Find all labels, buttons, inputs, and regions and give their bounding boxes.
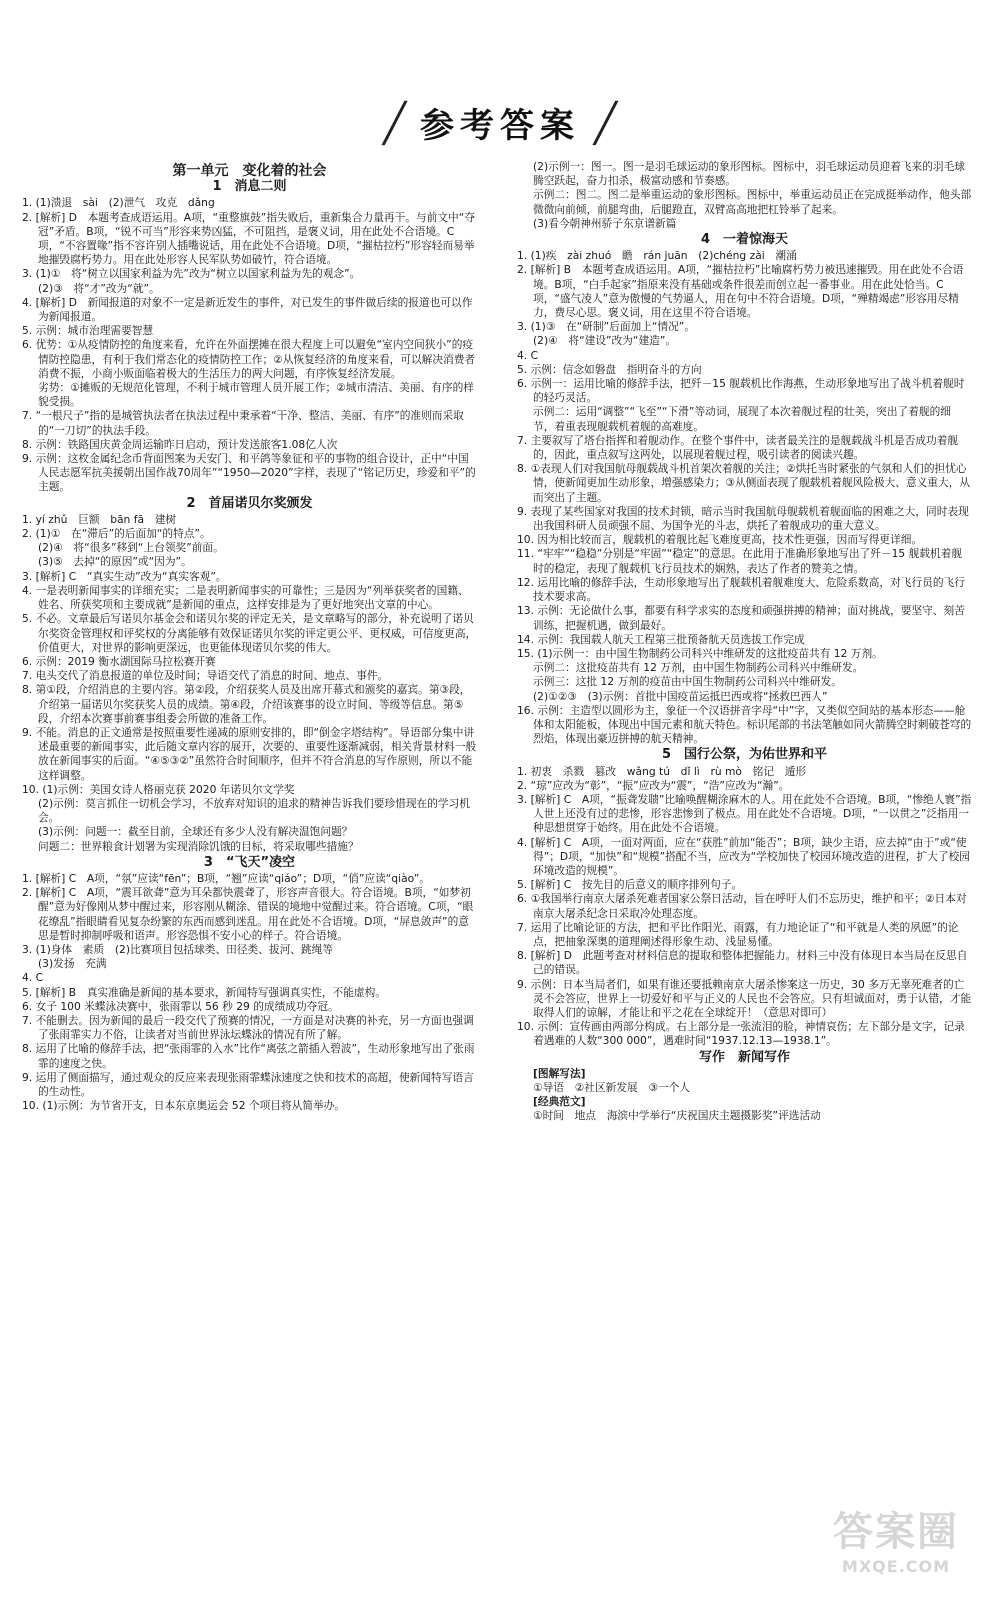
answer-item: 1. (1)溃退 sài (2)泄气 攻克 dǎng xyxy=(22,196,215,210)
answer-item: 8. ①表现人们对我国航母舰载战斗机首架次着舰的关注；②烘托当时紧张的气氛和人们的担忧心情，使新闻更加生动形象，增强感染力；③从侧面表现了舰载机着舰风险极大、意义重大，从而突出了主题。 xyxy=(517,462,971,504)
answer-item: 示例二：这批疫苗共有 12 万剂，由中国生物制药公司科兴中维研发。 xyxy=(533,661,864,675)
watermark-logo xyxy=(806,1500,986,1576)
answer-item: 13. 示例：无论做什么事，都要有科学求实的态度和顽强拼搏的精神；面对挑战，要坚守、刻苦训练，把握机遇，做到最好。 xyxy=(517,604,965,632)
answer-item: 6. 优势：①从疫情防控的角度来看，允许在外面摆摊在很大程度上可以避免“室内空间狭小”的疫情防控隐患，有利于我们常态化的疫情防控工作；②从恢复经济的角度来看，可以解决消费者消费不振，小商小贩面临着极大的生活压力的两大问题，有序恢复经济发展。 xyxy=(22,338,476,380)
answer-item: 10. (1)示例：美国女诗人格丽克获 2020 年诺贝尔文学奖 xyxy=(22,782,295,796)
lesson-1-answers xyxy=(22,196,477,494)
answer-item: 7. 主要叙写了塔台指挥和着舰动作。在整个事件中，读者最关注的是舰载战斗机是否成功着舰的，因此，重点叙写这两处，以展现着舰过程，吸引读者的阅读兴趣。 xyxy=(517,433,959,462)
answer-item: (3)发扬 充满 xyxy=(38,957,107,971)
answer-item: 1. 初衷 杀戮 篡改 wǎng tú dǐ lì rù mò 铭记 遁形 xyxy=(517,764,807,778)
answer-item: 6. ①我国举行南京大屠杀死难者国家公祭日活动，旨在呼吁人们不忘历史，维护和平；②日本对南京大屠杀纪念日采取冷处理态度。 xyxy=(517,892,967,920)
lesson-5-answers xyxy=(517,765,972,1049)
answer-item: 9. 示例：这枚金属纪念币背面图案为天安门、和平鸽等象征和平的事物的组合设计，正中“中国人民志愿军抗美援朝出国作战70周年”“1950—2020”字样，表现了“铭记历史，珍爱和平”的主题。 xyxy=(22,452,476,494)
watermark-url: MXQE.COM xyxy=(841,1557,951,1576)
lesson-3-answers xyxy=(22,872,477,1113)
answer-item: 示例二：运用“调整”“飞至”“下滑”等动词，展现了本次着舰过程的壮美，突出了着舰的细节，着重表现舰载机着舰的高难度。 xyxy=(533,405,951,433)
answer-item: 11. “牢牢”“稳稳”分别是“牢固”“稳定”的意思。在此用于准确形象地写出了歼－15 舰载机着舰时的稳定，表现了舰载机飞行员技术的娴熟，表达了作者的赞美之情。 xyxy=(517,547,963,575)
answer-item: 3. (1)③ 在“研制”后面加上“情况”。 xyxy=(517,320,696,334)
answer-item: 5. 不必。文章最后写诺贝尔基金会和诺贝尔奖的评定无关，是文章略写的部分，补充说明了诺贝尔奖资金管理权和评奖权的分离能够有效保证诺贝尔奖的评定更公平、更权威，可信度更高，价值更大，对世界的影响更深远，也更能体现诺贝尔奖的伟大。 xyxy=(22,612,477,654)
page-header xyxy=(0,100,1000,144)
unit-title: 第一单元 变化着的社会 xyxy=(172,163,327,179)
answer-item: 10. 示例：宣传画由两部分构成。右上部分是一张流泪的脸，神情哀伤；左下部分是文字，记录着遇难的人数“300 000”，遇难时间“1937.12.13—1938.1”。 xyxy=(517,1020,965,1048)
answer-item: 4. [解析] C A项，一面对两面，应在“获胜”前加“能否”；B项，缺少主语，应去掉“由于”或“使得”；D项，“加快”和“规模”搭配不当，应改为“学校加快了校园环境改造的进程，扩大了校园环境改造的规模”。 xyxy=(517,835,970,877)
answer-item: (2)示例：莫言抓住一切机会学习，不放弃对知识的追求的精神告诉我们要珍惜现在的学习机会。 xyxy=(38,796,470,825)
answer-item: (2)④ 将“很多”移到“上台领奖”前面。 xyxy=(38,541,224,555)
answer-item: 3. (1)① 将“树立以国家利益为先”改为“树立以国家利益为先的观念”。 xyxy=(22,267,361,281)
title-slash-right: ╱ xyxy=(594,99,617,145)
answer-item: 3. (1)身体 素质 (2)比赛项目包括球类、田径类、拔河、跳绳等 xyxy=(22,942,334,956)
answer-item: 5. [解析] B 真实准确是新闻的基本要求，新闻特写强调真实性，不能虚构。 xyxy=(22,985,386,999)
answer-item: 5. 示例：城市治理需要智慧 xyxy=(22,324,154,338)
answer-item: 2. “琼”应改为“彰”，“振”应改为“震”，“浩”应改为“瀚”。 xyxy=(517,778,790,792)
lesson-4-answers xyxy=(517,249,972,746)
writing-label-method: [图解写法] xyxy=(533,1066,586,1080)
writing-title: 写作 新闻写作 xyxy=(698,1049,790,1065)
answer-item: 1. (1)疾 zài zhuó 瞻 rán juān (2)chéng zài 潮涌 xyxy=(517,249,797,263)
answer-item: 9. 表现了某些国家对我国的技术封锁，暗示当时我国航母舰载机着舰面临的困难之大，同时表现出我国科研人员顽强不屈、为国争光的斗志，烘托了着舰成功的重大意义。 xyxy=(517,504,969,533)
answer-item: (3)看今朝神州骄子东京谱新篇 xyxy=(533,216,677,230)
answer-item: (2)示例一：图一。图一是羽毛球运动的象形图标。图标中，羽毛球运动员迎着飞来的羽毛球腾空跃起，奋力扣杀，极富动感和节奏感。 xyxy=(533,160,965,188)
answer-item: 7. 运用了比喻论证的方法，把和平比作阳光、雨露，有力地论证了“和平就是人类的夙愿”的论点，把抽象深奥的道理阐述得形象生动、浅显易懂。 xyxy=(517,920,959,948)
answer-item: 8. [解析] D 此题考查对材料信息的提取和整体把握能力。材料三中没有体现日本当局在反思自己的错误。 xyxy=(517,949,968,977)
answer-item: 2. [解析] D 本题考查成语运用。A项，“重整旗鼓”指失败后，重新集合力量再干。与前文中“夺冠”矛盾。B项，“锐不可当”形容来势凶猛，不可阻挡，是褒义词，用在此处不合语境。C项，“不容置喙”指不容许别人插嘴说话，用在此处不合语境。D项，“摧枯拉朽”形容轻而易举地摧毁腐朽势力。用在此处形容人民军队势如破竹，符合语境。 xyxy=(22,210,475,267)
right-column xyxy=(517,160,972,1124)
answer-item: 14. 示例：我国载人航天工程第三批预备航天员选拔工作完成 xyxy=(517,632,805,646)
left-column xyxy=(22,160,477,1113)
writing-sample-line: ①时间 地点 海滨中学举行“庆祝国庆主题摄影奖”评选活动 xyxy=(533,1109,821,1123)
answer-item: (2)①②③ (3)示例：首批中国疫苗运抵巴西或将“拯救巴西人” xyxy=(533,689,828,703)
writing-method-line: ①导语 ②社区新发展 ③一个人 xyxy=(533,1081,690,1094)
answer-item: 10. (1)示例：为节省开支，日本东京奥运会 52 个项目将从简举办。 xyxy=(22,1099,346,1113)
answer-item: 7. 电头交代了消息报道的单位及时间；导语交代了消息的时间、地点、事件。 xyxy=(22,669,389,683)
answer-item: 4. C xyxy=(517,348,539,362)
answer-item: 劣势：①摊贩的无规范化管理，不利于城市管理人员开展工作；②城市清洁、美丽、有序的样貌受损。 xyxy=(38,381,474,409)
lesson-4-title: 4 一着惊海天 xyxy=(700,232,789,248)
answer-item: 8. 示例：铁路国庆黄金周运输昨日启动，预计发送旅客1.08亿人次 xyxy=(22,437,338,451)
answer-item: 2. [解析] B 本题考查成语运用。A项，“摧枯拉朽”比喻腐朽势力被迅速摧毁。用在此处不合语境。B项，“白手起家”指原来没有基础或条件很差而创立起一番事业。用在此处恰当。C项，“盛气凌人”意为傲慢的气势逼人，用在句中不符合语境。D项，“殚精竭虑”形容用尽精力，费尽心思。褒义词，用在这里不符合语境。 xyxy=(517,263,964,320)
answer-item: 2. (1)① 在“滞后”的后面加“的特点”。 xyxy=(22,527,211,541)
title-slash-left: ╱ xyxy=(383,99,406,145)
page-title: 参考答案 xyxy=(420,105,580,146)
answer-item: (3)示例：问题一：截至目前，全球还有多少人没有解决温饱问题？ xyxy=(38,825,353,839)
answer-item: 6. 女子 100 米蝶泳决赛中，张雨霏以 56 秒 29 的成绩成功夺冠。 xyxy=(22,999,339,1013)
answer-item: 9. 示例：日本当局者们，如果有谁还要抵赖南京大屠杀惨案这一历史，30 多万无辜死难者的亡灵不会答应，世界上一切爱好和平与正义的人民也不会答应。只有坦诚面对，勇于认错，才能取得人们的谅解，才能让和平之花在全球绽开！（意思对即可） xyxy=(517,977,972,1019)
answer-item: 5. [解析] C 按先目的后意义的顺序排列句子。 xyxy=(517,878,743,892)
lesson-1-title: 1 消息二则 xyxy=(212,179,287,195)
lesson-2-title: 2 首届诺贝尔奖颁发 xyxy=(186,495,313,511)
answer-item: 2. [解析] C A项，“震耳欲聋”意为耳朵都快震聋了，形容声音很大。符合语境。B项，“如梦初醒”意为好像刚从梦中醒过来，形容刚从糊涂、错误的境地中觉醒过来。符合语境。C项，“眼花缭乱”指眼睛看见复杂纷繁的东西而感到迷乱。用在此处不合语境。D项，“屏息敛声”的意思是暂时抑制呼吸和语声。形容恐惧不安小心的样子。符合语境。 xyxy=(22,886,474,942)
answer-item: 1. yí zhǔ 巨额 bān fā 建树 xyxy=(22,512,177,526)
answer-item: 1. [解析] C A项，“氛”应读“fēn”；B项，“翘”应读“qiáo”；D项，“俏”应读“qiào”。 xyxy=(22,871,430,885)
writing-label-sample: [经典范文] xyxy=(533,1095,586,1109)
answer-item: 8. 第①段，介绍消息的主要内容。第②段，介绍获奖人员及出席开幕式和颁奖的嘉宾。第③段，介绍第一届诺贝尔奖获奖人员的成绩。第④段，介绍该赛事的设立时间、等级等信息。第⑤段，介绍本次赛事前赛事组委会所做的准备工作。 xyxy=(22,683,471,725)
answer-item: 8. 运用了比喻的修辞手法，把“张雨霏的入水”比作“离弦之箭插入碧波”，生动形象地写出了张雨霏的速度之快。 xyxy=(22,1042,475,1070)
answer-item: 4. C xyxy=(22,971,44,985)
answer-item: 问题二：世界粮食计划署为实现消除饥饿的目标，将采取哪些措施？ xyxy=(38,839,359,853)
answer-item: 12. 运用比喻的修辞手法，生动形象地写出了舰载机着舰难度大、危险系数高，对飞行员的飞行技术要求高。 xyxy=(517,575,965,604)
answer-item: (2)③ 将“才”改为“就”。 xyxy=(38,281,160,295)
lesson-5-title: 5 国行公祭，为佑世界和平 xyxy=(661,747,828,763)
lesson-2-answers xyxy=(22,513,477,854)
answer-item: 示例三：这批 12 万剂的疫苗由中国生物制药公司科兴中维研发。 xyxy=(533,675,842,689)
lesson-3-answers-continued xyxy=(517,160,972,231)
answer-item: 3. [解析] C “真实生动”改为“真实客观”。 xyxy=(22,569,227,583)
watermark-text: 答案圈 xyxy=(833,1509,959,1555)
answer-item: 3. [解析] C A项，“振聋发聩”比喻唤醒糊涂麻木的人。用在此处不合语境。B项，“惨绝人寰”指人世上还没有过的悲惨，形容悲惨到了极点。用在此处不合语境。D项，“一以贯之”泛指用一种思想贯穿于始终。用在此处不合语境。 xyxy=(517,792,972,835)
answer-item: 7. 不能删去。因为新闻的最后一段交代了预赛的情况，一方面是对决赛的补充，另一方面也强调了张雨霏实力不俗，让读者对当前世界泳坛蝶泳的情况有所了解。 xyxy=(22,1013,474,1042)
lesson-3-title: 3 “飞天”凌空 xyxy=(203,854,296,870)
answer-item: 15. (1)示例一：由中国生物制药公司科兴中维研发的这批疫苗共有 12 万剂。 xyxy=(517,646,883,660)
answer-item: 4. [解析] D 新闻报道的对象不一定是新近发生的事件，对已发生的事件做后续的报道也可以作为新闻报道。 xyxy=(22,295,473,324)
answer-item: (3)⑤ 去掉“的原因”或“因为”。 xyxy=(38,555,192,569)
answer-item: 4. 一是表明新闻事实的详细充实；二是表明新闻事实的可靠性；三是因为“列举获奖者的国籍、姓名、所获奖项和主要成就”是新闻的重点，这样安排是为了更好地突出文章的中心。 xyxy=(22,583,469,612)
answer-item: 5. 示例：信念如磐盘 指明奋斗的方向 xyxy=(517,362,702,376)
answer-item: 6. 示例一：运用比喻的修辞手法，把歼－15 舰载机比作海燕，生动形象地写出了战斗机着舰时的轻巧灵活。 xyxy=(517,377,965,405)
answer-item: (2)④ 将“建设”改为“建造”。 xyxy=(533,334,677,348)
answer-item: 示例二：图二。图二是举重运动的象形图标。图标中，举重运动员正在完成挺举动作，他头部微微向前倾，前腿弯曲，后腿蹬直，双臂高高地把杠铃举了起来。 xyxy=(533,188,972,216)
answer-item: 16. 示例：主造型以圆形为主，象征一个汉语拼音字母“中”字，又类似空间站的基本形态——舱体和太阳能板，体现出中国元素和航天特色。标识尾部的书法笔触如同火箭腾空时刺破苍穹的烈焰，体现出豪迈拼搏的航天精神。 xyxy=(517,703,972,746)
answer-item: 7. “一根尺子”指的是城管执法者在执法过程中秉承着“干净、整洁、美丽、有序”的准则而采取的“一刀切”的执法手段。 xyxy=(22,409,464,437)
answer-item: 9. 不能。消息的正文通常是按照重要性递减的原则安排的，即“倒金字塔结构”。导语部分集中讲述最重要的新闻事实，此后随文章内容的展开，次要的、重要性逐渐减弱，相关背景材料一般放在新闻事实的后面。“④⑤③②”虽然符合时间顺序，但并不符合消息的写作原则，所以不能这样调整。 xyxy=(22,725,477,782)
answer-item: 9. 运用了侧面描写，通过观众的反应来表现张雨霏蝶泳速度之快和技术的高超，使新闻特写语言的生动性。 xyxy=(22,1070,474,1098)
answer-item: 10. 因为相比较而言，舰载机的着舰比起飞难度更高，技术性更强，因而写得更详细。 xyxy=(517,533,923,547)
answer-item: 6. 示例：2019 衡水湖国际马拉松赛开赛 xyxy=(22,654,216,668)
